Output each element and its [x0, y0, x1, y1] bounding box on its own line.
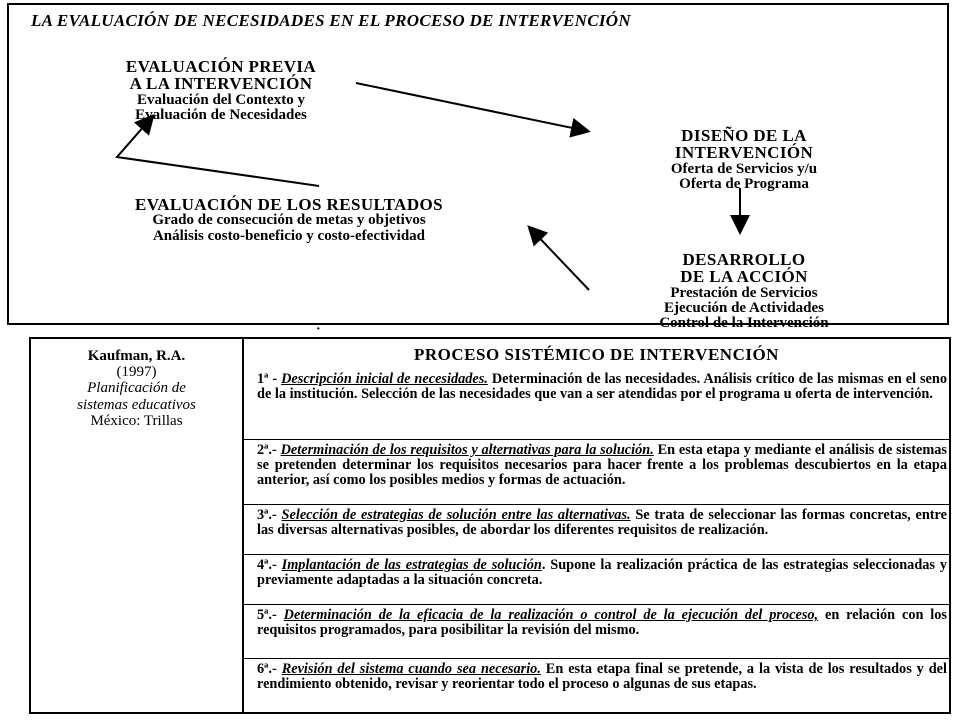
process-step [257, 508, 947, 538]
reference-title: sistemas educativos [77, 396, 196, 413]
process-step [257, 608, 947, 638]
step-number: 1ª - [257, 371, 282, 387]
step-body: . Supone la realización práctica de las estrategias seleccionadas y previamente adaptadas a la situación concreta. [257, 557, 947, 588]
step-heading: Selección de estrategias de solución entre las alternativas. [281, 507, 631, 523]
arrow-dev-to-results [530, 228, 589, 290]
arrow-prev-to-design [356, 83, 587, 131]
node-line: Prestación de Servicios [670, 284, 818, 301]
node-line: Ejecución de Actividades [664, 299, 824, 316]
node-line: Evaluación de Necesidades [135, 106, 307, 123]
node-action-development [589, 251, 899, 332]
reference-title: Planificación de [87, 380, 186, 397]
process-step [257, 558, 947, 588]
node-line: Oferta de Servicios y/u [670, 160, 818, 177]
node-head: EVALUACIÓN PREVIA [125, 57, 317, 76]
node-line: Análisis costo-beneficio y costo-efectividad [152, 227, 426, 244]
step-number: 5ª.- [257, 607, 284, 623]
process-title: PROCESO SISTÉMICO DE INTERVENCIÓN [414, 345, 779, 364]
step-number: 4ª.- [257, 557, 282, 573]
reference-author: Kaufman, R.A. [87, 348, 186, 364]
step-number: 6ª.- [257, 661, 282, 677]
step-body: Se trata de seleccionar las formas concretas, entre las diversas alternativas posibles, de abordar los diferentes requisitos de realización. [257, 507, 947, 538]
process-step [257, 662, 947, 692]
process-step [257, 372, 947, 402]
step-heading: Implantación de las estrategias de solución [281, 557, 542, 573]
step-body: En esta etapa y mediante el análisis de sistemas se pretenden determinar los requisitos necesarios para hacer frente a los problemas descubiertos en la etapa anterior, así como los posibles medios y formas de actuación. [257, 442, 947, 488]
step-divider [244, 658, 949, 659]
step-heading: Descripción inicial de necesidades. [281, 371, 488, 387]
step-divider [244, 439, 949, 440]
node-line: Control de la Intervención [659, 315, 829, 332]
step-heading: Determinación de la eficacia de la realización o control de la ejecución del proceso, [283, 607, 819, 623]
node-head: DISEÑO DE LA [681, 126, 807, 145]
node-results-evaluation [49, 196, 529, 244]
node-prior-evaluation [71, 58, 371, 123]
node-head: DESARROLLO [682, 250, 806, 269]
step-divider [244, 604, 949, 605]
evaluation-diagram [7, 3, 949, 332]
node-line: Oferta de Programa [679, 175, 809, 192]
reference-place: México: Trillas [90, 412, 183, 429]
node-head: INTERVENCIÓN [674, 143, 814, 163]
arrow-results-to-prev [117, 117, 319, 186]
diagram-title: LA EVALUACIÓN DE NECESIDADES EN EL PROCESO DE INTERVENCIÓN [31, 11, 631, 30]
step-number: 3ª.- [257, 507, 282, 523]
step-body: en relación con los requisitos programados, para posibilitar la revisión del mismo. [257, 607, 947, 638]
node-intervention-design [599, 127, 889, 192]
node-head: EVALUACIÓN DE LOS RESULTADOS [134, 195, 443, 214]
reference-year: (1997) [116, 364, 157, 381]
reference-column [31, 339, 244, 712]
step-body: Determinación de las necesidades. Análisis crítico de las mismas en el seno de la institución. Selección de las necesidades que van a ser atendidas por el programa u oferta de intervención. [257, 371, 947, 402]
step-heading: Revisión del sistema cuando sea necesario. [281, 661, 541, 677]
step-divider [244, 504, 949, 505]
node-line: Grado de consecución de metas y objetivos [152, 212, 426, 229]
node-head: DE LA ACCIÓN [680, 267, 808, 287]
node-head: A LA INTERVENCIÓN [129, 74, 313, 94]
step-heading: Determinación de los requisitos y alternativas para la solución. [280, 442, 654, 458]
step-body: En esta etapa final se pretende, a la vista de los resultados y del rendimiento obtenido, revisar y reorientar todo el proceso o algunas de sus etapas. [257, 661, 947, 692]
kaufman-process-table [29, 337, 951, 714]
process-step [257, 443, 947, 488]
node-line: Evaluación del Contexto y [137, 91, 305, 108]
step-number: 2ª.- [257, 442, 281, 458]
step-divider [244, 554, 949, 555]
stray-mark: · [316, 322, 321, 337]
